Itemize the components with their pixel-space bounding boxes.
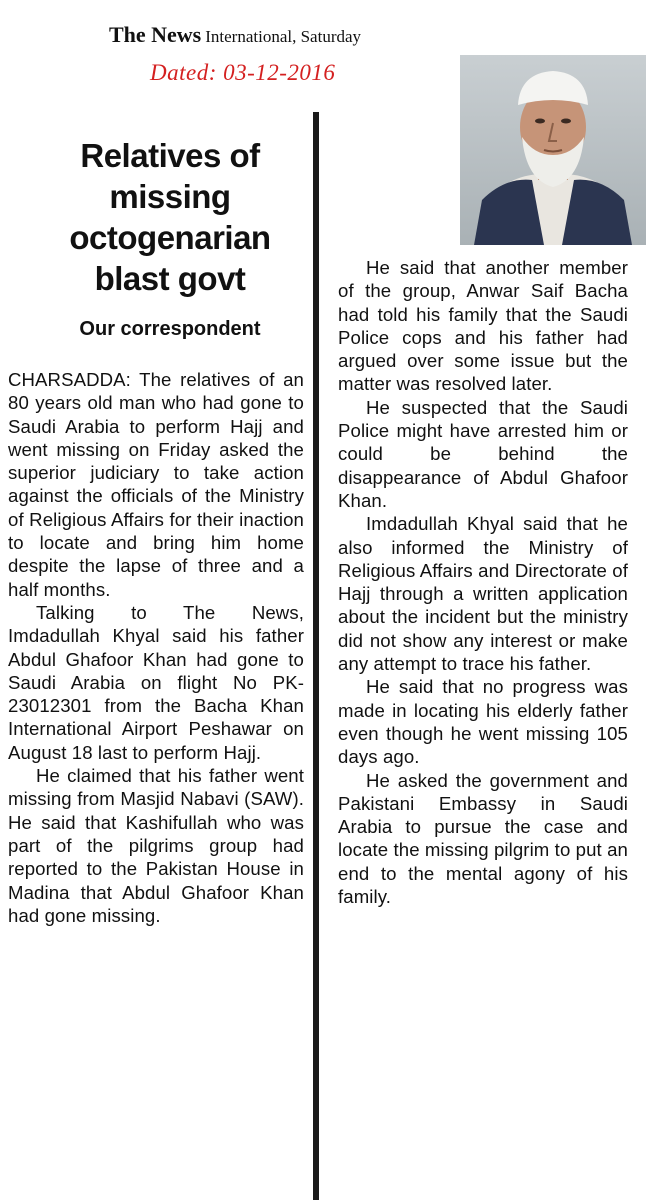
column-divider xyxy=(313,112,319,1200)
article-column-right xyxy=(338,256,628,908)
portrait-drawing xyxy=(460,55,646,245)
newspaper-edition: International, Saturday xyxy=(205,27,362,46)
paragraph: He said that no progress was made in locating his elderly father even though he went missing 105 days ago. xyxy=(338,676,628,768)
paragraph: He claimed that his father went missing from Masjid Nabavi (SAW). He said that Kashifullah who was part of the pilgrims group had reported to the Pakistan House in Madina that Abdul Ghafoor Khan had gone missing. xyxy=(8,765,304,926)
masthead xyxy=(0,22,470,48)
paragraph: He suspected that the Saudi Police might have arrested him or could be behind the disappearance of Abdul Ghafoor Khan. xyxy=(338,396,628,511)
paragraph: Imdadullah Khyal said that he also informed the Ministry of Religious Affairs and Directorate of Hajj through a written application about the incident but the ministry did not show any interest or make any attempt to trace his father. xyxy=(338,513,628,675)
paragraph: Talking to The News, Imdadullah Khyal said his father Abdul Ghafoor Khan had gone to Saudi Arabia on flight No PK-23012301 from the Bacha Khan International Airport Peshawar on August 18 last to perform Hajj. xyxy=(8,601,304,763)
byline: Our correspondent xyxy=(79,318,261,340)
paragraph: He asked the government and Pakistani Embassy in Saudi Arabia to pursue the case and locate the missing pilgrim to put an end to the mental agony of his family. xyxy=(338,769,628,908)
article-column-left xyxy=(8,368,304,927)
paragraph: CHARSADDA: The relatives of an 80 years old man who had gone to Saudi Arabia to perform Hajj and went missing on Friday asked the superior judiciary to take action against the officials of the Ministry of Religious Affairs for their inaction to locate and bring him home despite the lapse of three and a half months. xyxy=(8,369,304,600)
newspaper-name: The News xyxy=(108,22,202,47)
headline: Relatives of missing octogenarian blast govt xyxy=(69,137,271,297)
portrait-photo-icon xyxy=(460,55,646,245)
dated-stamp: Dated: 03-12-2016 xyxy=(150,60,336,85)
paragraph: He said that another member of the group, Anwar Saif Bacha had told his family that the Saudi Police cops and his father had argued over some issue but the matter was resolved later. xyxy=(338,257,628,395)
